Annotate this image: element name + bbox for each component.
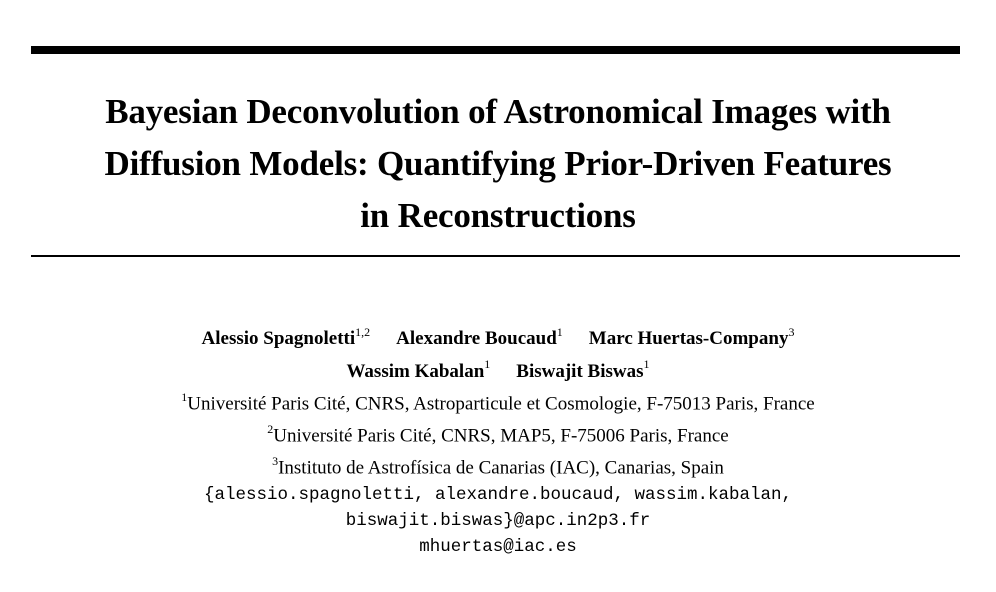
author-spagnoletti (201, 325, 371, 350)
title-line-3: in Reconstructions (360, 196, 636, 235)
author-kabalan (346, 357, 491, 382)
author-affil-mark: 3 (788, 325, 795, 339)
author-name: Wassim Kabalan (346, 360, 485, 382)
author-affil-mark: 1 (556, 325, 563, 339)
author-affil-mark: 1 (484, 357, 491, 372)
author-affil-mark: 1,2 (355, 325, 371, 339)
email-line-1: {alessio.spagnoletti, alexandre.boucaud, wassim.kabalan, (203, 484, 793, 505)
author-biswas (516, 357, 650, 382)
author-boucaud (396, 325, 563, 350)
author-name: Alessio Spagnoletti (201, 328, 356, 350)
author-name: Alexandre Boucaud (396, 328, 557, 350)
author-huertas-company (588, 325, 795, 350)
author-affil-mark: 1 (643, 357, 650, 372)
email-line-3: mhuertas@iac.es (419, 536, 577, 557)
affiliation-text: Université Paris Cité, CNRS, MAP5, F-75006 Paris, France (273, 425, 729, 447)
title-line-1: Bayesian Deconvolution of Astronomical Images with (105, 92, 891, 131)
author-name: Marc Huertas-Company (588, 328, 789, 350)
title-top-rule (31, 46, 960, 54)
author-block (0, 320, 996, 560)
affiliation-1 (0, 385, 996, 417)
email-line-2: biswajit.biswas}@apc.in2p3.fr (345, 510, 651, 531)
affiliation-text: Instituto de Astrofísica de Canarias (IAC), Canarias, Spain (278, 457, 724, 479)
affiliation-3 (0, 449, 996, 481)
paper-title (0, 86, 996, 242)
affiliation-mark: 3 (272, 454, 279, 469)
author-line-2 (0, 352, 996, 384)
title-line-2: Diffusion Models: Quantifying Prior-Driven Features (104, 144, 892, 183)
author-line-1 (0, 320, 996, 352)
author-name: Biswajit Biswas (516, 360, 644, 382)
affiliation-mark: 2 (267, 421, 274, 436)
title-bottom-rule (31, 255, 960, 257)
affiliation-2 (0, 417, 996, 449)
affiliation-mark: 1 (181, 389, 188, 404)
affiliation-text: Université Paris Cité, CNRS, Astroparticule et Cosmologie, F-75013 Paris, France (187, 392, 815, 414)
